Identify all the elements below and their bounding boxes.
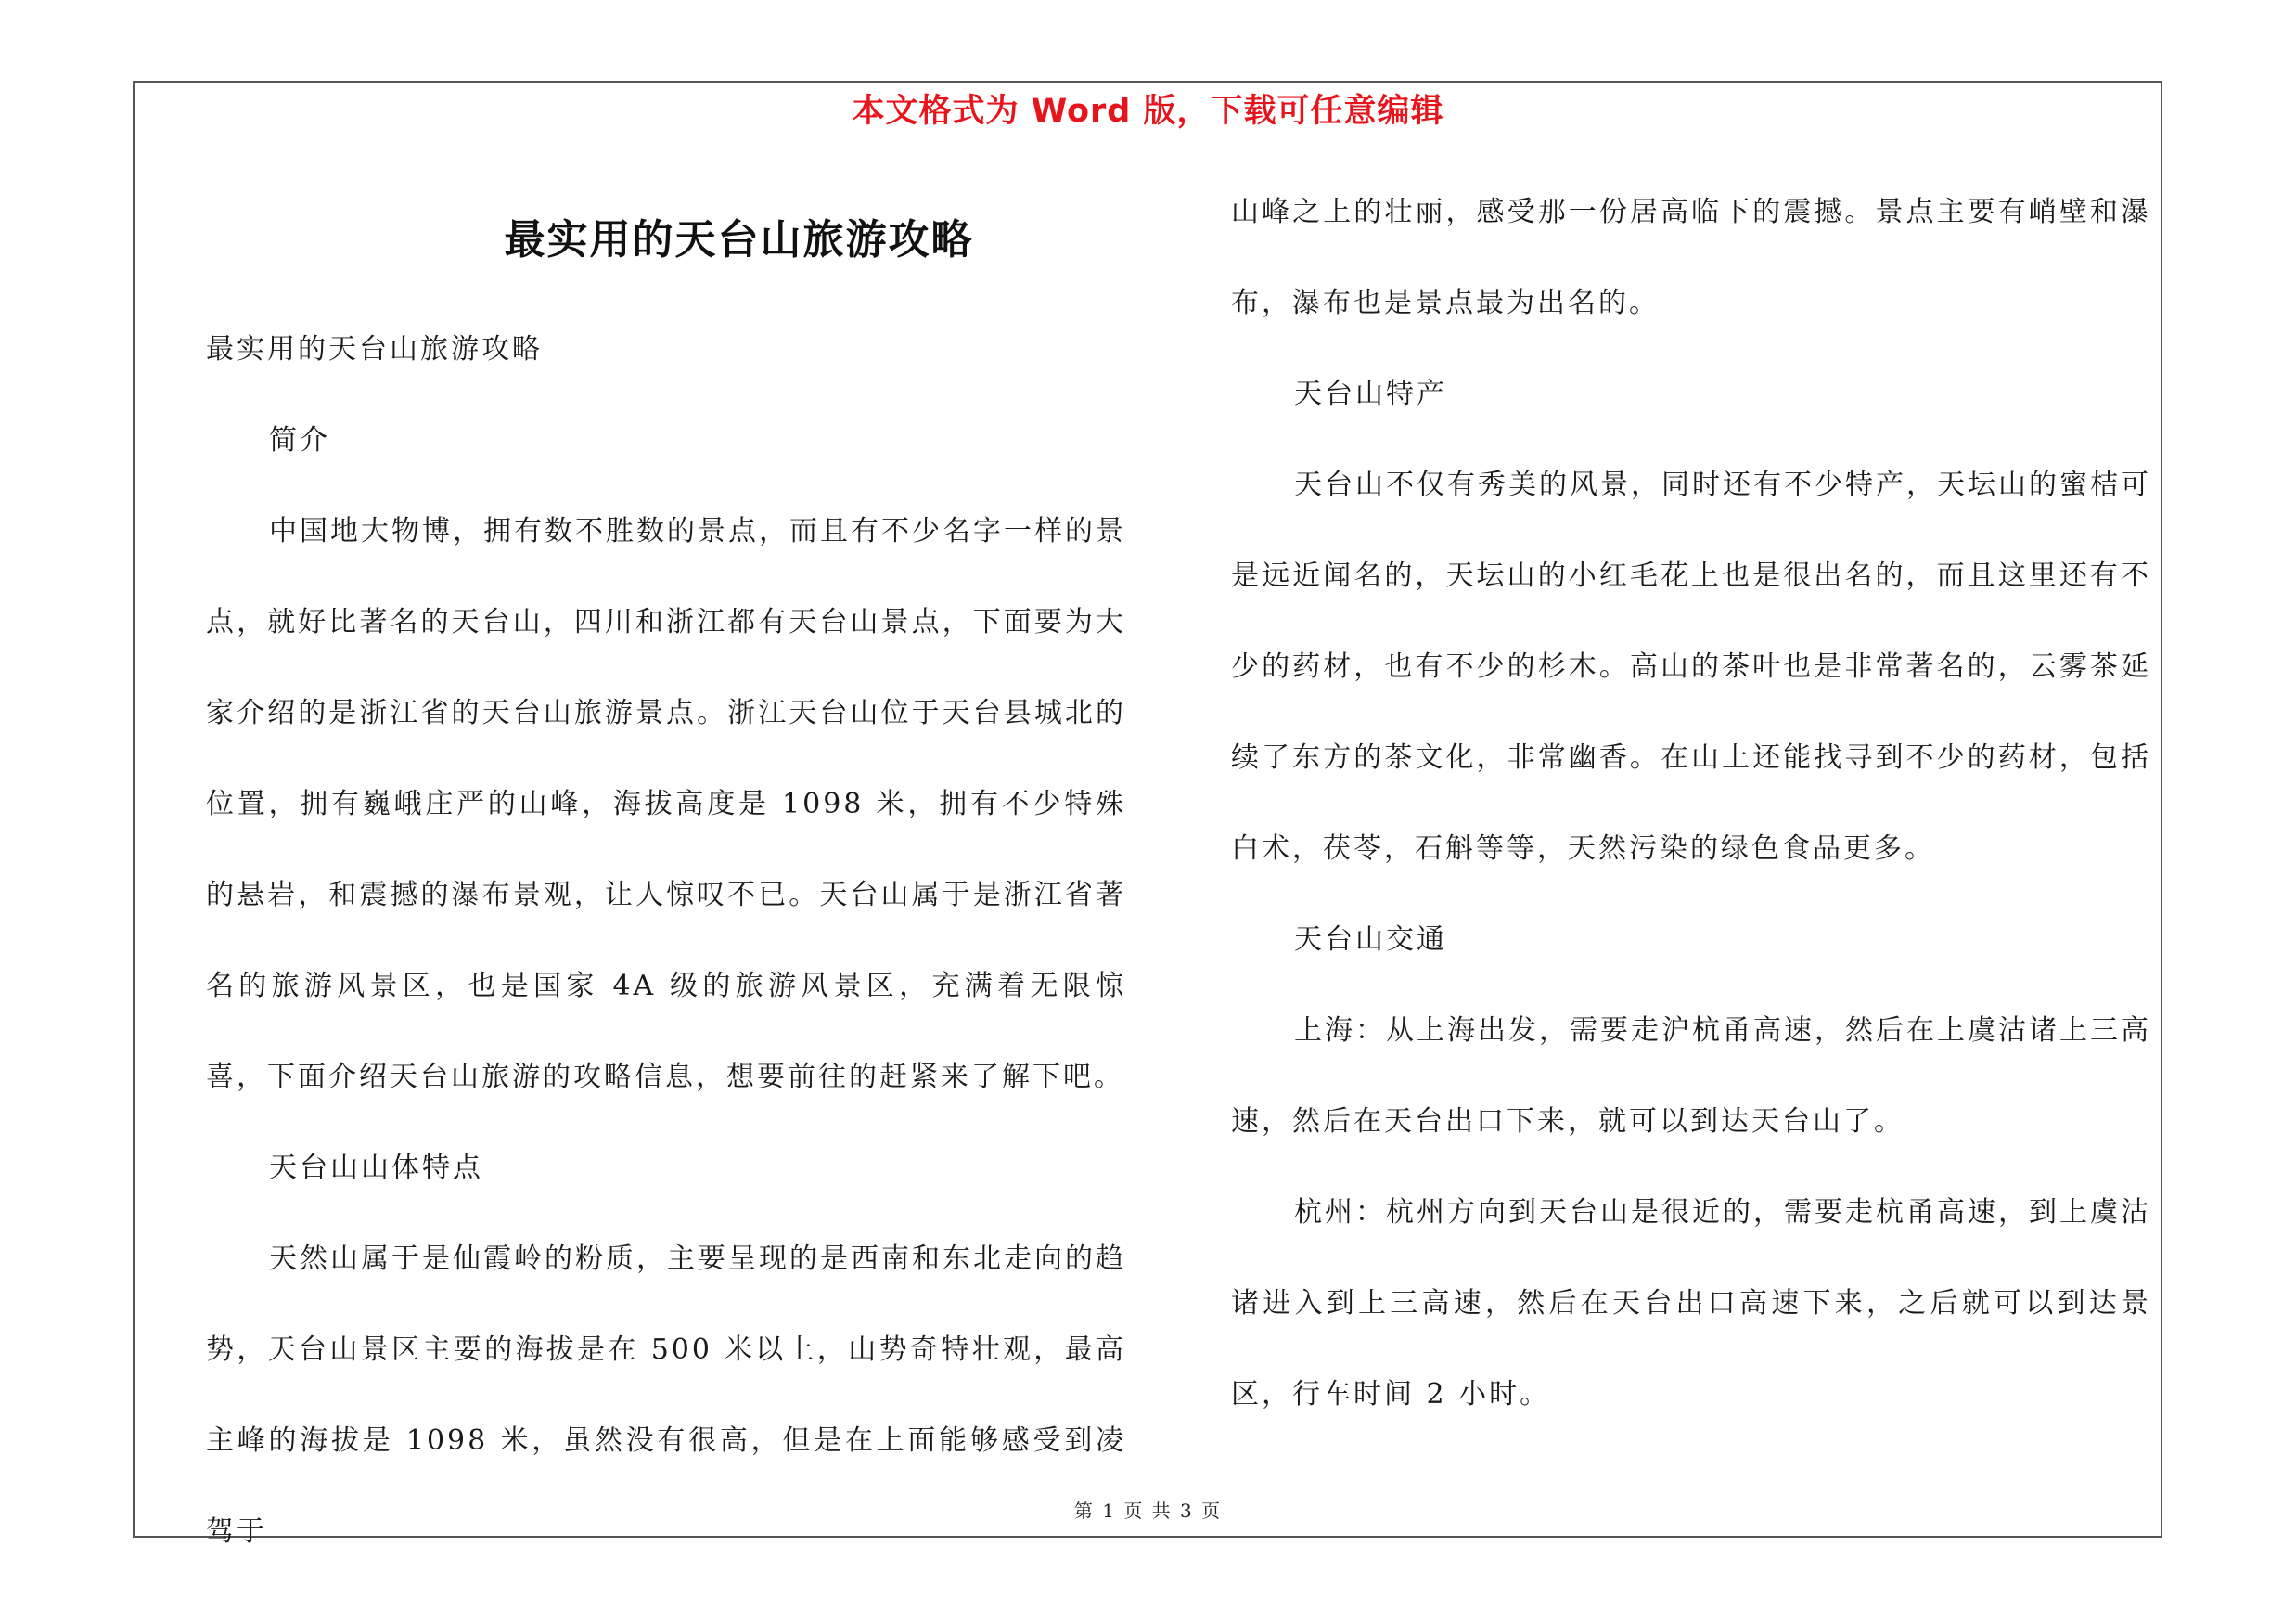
- section-heading-mountain-features: 天台山山体特点: [269, 1152, 483, 1184]
- mountain-features-continued: 山峰之上的壮丽，感受那一份居高临下的震撼。景点主要有峭壁和瀑布，瀑布也是景点最为出名的。: [1231, 196, 2151, 319]
- section-heading-intro: 简介: [269, 424, 330, 457]
- intro-paragraph: 中国地大物博，拥有数不胜数的景点，而且有不少名字一样的景点，就好比著名的天台山，四川和浙江都有天台山景点，下面要为大家介绍的是浙江省的天台山旅游景点。浙江天台山位于天台县城北的位置，拥有巍峨庄严的山峰，海拔高度是 1098 米，拥有不少特殊的悬岩，和震撼的瀑布景观，让人惊叹不已。天台山属于是浙江省著名的旅游风景区，也是国家 4A 级的旅游风景区，充满着无限惊喜，下面介绍天台山旅游的攻略信息，想要前往的赶紧来了解下吧。: [206, 515, 1126, 1093]
- left-column: [206, 304, 1126, 1578]
- section-heading-specialties: 天台山特产: [1294, 378, 1447, 410]
- mountain-features-paragraph: 天然山属于是仙霞岭的粉质，主要呈现的是西南和东北走向的趋势，天台山景区主要的海拔是在 500 米以上，山势奇特壮观，最高主峰的海拔是 1098 米，虽然没有很高，但是在上面能够感受到凌驾于: [206, 1243, 1126, 1548]
- specialties-paragraph: 天台山不仅有秀美的风景，同时还有不少特产，天坛山的蜜桔可是远近闻名的，天坛山的小红毛花上也是很出名的，而且这里还有不少的药材，也有不少的杉木。高山的茶叶也是非常著名的，云雾茶延续了东方的茶文化，非常幽香。在山上还能找寻到不少的药材，包括白术，茯苓，石斛等等，天然污染的绿色食品更多。: [1231, 469, 2151, 865]
- transport-shanghai-paragraph: 上海：从上海出发，需要走沪杭甬高速，然后在上虞沽诸上三高速，然后在天台出口下来，就可以到达天台山了。: [1231, 1014, 2151, 1138]
- transport-hangzhou-paragraph: 杭州：杭州方向到天台山是很近的，需要走杭甬高速，到上虞沽诸进入到上三高速，然后在天台出口高速下来，之后就可以到达景区，行车时间 2 小时。: [1231, 1196, 2151, 1410]
- right-column: [1231, 167, 2151, 1440]
- page-number-footer: 第 1 页 共 3 页: [1073, 1500, 1223, 1522]
- subtitle-paragraph: 最实用的天台山旅游攻略: [206, 333, 543, 366]
- format-notice-banner: 本文格式为 Word 版，下载可任意编辑: [852, 93, 1444, 130]
- section-heading-transport: 天台山交通: [1294, 923, 1447, 956]
- document-title: 最实用的天台山旅游攻略: [504, 216, 974, 264]
